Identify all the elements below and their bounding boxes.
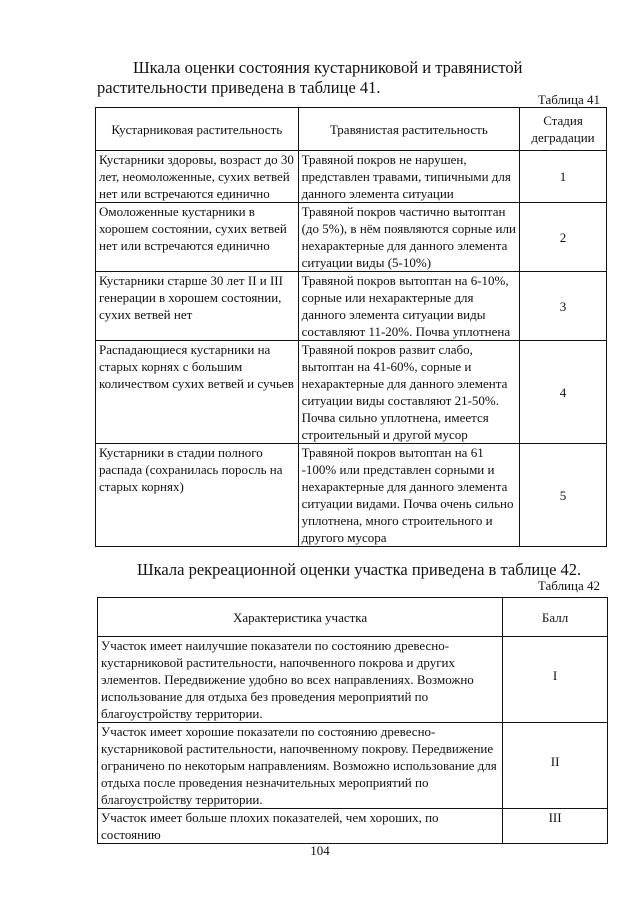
table-row: [96, 444, 607, 547]
grass-cell: Травяной покров не нарушен, представлен травами, типичными для данного элемента ситуации: [298, 151, 519, 203]
table-42-caption: Таблица 42: [537, 578, 600, 593]
grass-cell: Травяной покров вытоптан на 6-10%, сорные или нехарактерные для данного элемента ситуации виды составляют 11-20%. Почва уплотнена: [298, 272, 519, 341]
shrub-cell: Кустарники здоровы, возраст до 30 лет, неомоложенные, сухих ветвей нет или встречаются единично: [96, 151, 299, 203]
header-stage: Стадия деградации: [520, 108, 607, 151]
table-row: [98, 637, 608, 723]
shrub-cell: Распадающиеся кустарники на старых корнях с большим количеством сухих ветвей и сучьев: [96, 341, 299, 444]
stage-cell: 2: [520, 203, 607, 272]
table-row: [98, 809, 608, 844]
characteristic-cell: Участок имеет больше плохих показателей, чем хороших, по состоянию: [98, 809, 503, 844]
table-row: [96, 272, 607, 341]
shrub-cell: Кустарники в стадии полного распада (сохранилась поросль на старых корнях): [96, 444, 299, 547]
table-row: [96, 151, 607, 203]
shrub-cell: Кустарники старше 30 лет II и III генерации в хорошем состоянии, сухих ветвей нет: [96, 272, 299, 341]
characteristic-cell: Участок имеет наилучшие показатели по состоянию древесно-кустарниковой растительности, напочвенного покрова и других элементов. Передвижение удобно во всех направлениях. Возможно использование для отдыха без проведения мероприятий по благоустройству территории.: [98, 637, 503, 723]
grass-cell: Травяной покров вытоптан на 61 -100% или представлен сорными и нехарактерные для данного элемента ситуации видами. Почва очень сильно уплотнена, много строительного и другого мусора: [298, 444, 519, 547]
grass-cell: Травяной покров развит слабо, вытоптан на 41-60%, сорные и нехарактерные для данного элемента ситуации виды составляют 21-50%. Почва сильно уплотнена, имеется строительный и другой мусор: [298, 341, 519, 444]
header-characteristic: Характеристика участка: [98, 598, 503, 637]
header-grass: Травянистая растительность: [298, 108, 519, 151]
header-shrub: Кустарниковая растительность: [96, 108, 299, 151]
page-number: 104: [310, 843, 330, 858]
grass-cell: Травяной покров частично вытоптан (до 5%), в нём появляются сорные или нехарактерные для данного элемента ситуации виды (5-10%): [298, 203, 519, 272]
table-row: [96, 203, 607, 272]
table-42: [97, 597, 608, 844]
characteristic-cell: Участок имеет хорошие показатели по состоянию древесно-кустарниковой растительности, напочвенному покрову. Передвижение ограничено по некоторым направлениям. Возможно использование для отдыха после проведения незначительных мероприятий по благоустройству территории.: [98, 723, 503, 809]
stage-cell: 5: [520, 444, 607, 547]
table-41: [95, 107, 607, 547]
score-cell: II: [503, 723, 608, 809]
score-cell: III: [503, 809, 608, 844]
stage-cell: 4: [520, 341, 607, 444]
table-41-caption: Таблица 41: [537, 92, 600, 107]
table-row: [98, 723, 608, 809]
intro-paragraph-table-42: Шкала рекреационной оценки участка приведена в таблице 42.: [137, 560, 582, 579]
shrub-cell: Омоложенные кустарники в хорошем состоянии, сухих ветвей нет или встречаются единично: [96, 203, 299, 272]
stage-cell: 3: [520, 272, 607, 341]
header-score: Балл: [503, 598, 608, 637]
table-row: [96, 341, 607, 444]
stage-cell: 1: [520, 151, 607, 203]
table-42-header-row: [98, 598, 608, 637]
score-cell: I: [503, 637, 608, 723]
intro-paragraph-table-41: Шкала оценки состояния кустарниковой и травянистой растительности приведена в таблице 41.: [97, 58, 523, 97]
table-41-header-row: [96, 108, 607, 151]
